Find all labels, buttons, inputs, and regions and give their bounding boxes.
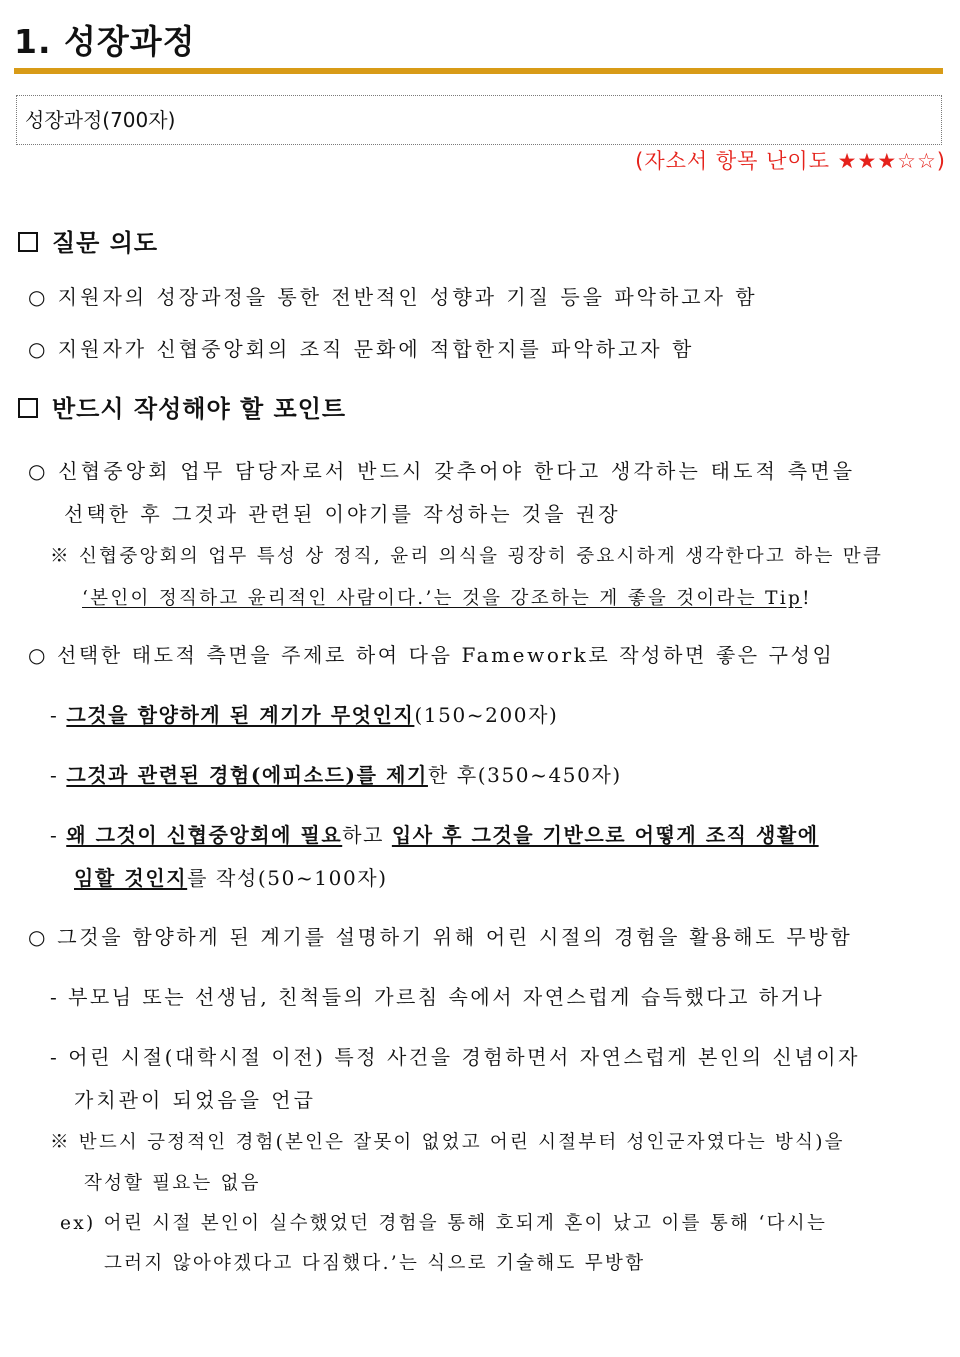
intent-item-2: ○ 지원자가 신협중앙회의 조직 문화에 적합한지를 파악하고자 함 <box>28 337 695 361</box>
section-heading-points <box>18 392 346 426</box>
dash: - <box>50 823 59 847</box>
point-2: ○ 선택한 태도적 측면을 주제로 하여 다음 Famework로 작성하면 좋은 구성임 <box>28 643 835 667</box>
framework-item-2 <box>50 760 622 790</box>
framework-item-1-rest: (150~200자) <box>414 703 559 727</box>
note-1-line-2 <box>82 584 812 614</box>
intent-item-1: ○ 지원자의 성장과정을 통한 전반적인 성향과 기질 등을 파악하고자 함 <box>28 285 758 309</box>
example-line-2: 그러지 않아야겠다고 다짐했다.’는 식으로 기술해도 무방함 <box>104 1253 646 1274</box>
note-2-line-1: ※ 반드시 긍정적인 경험(본인은 잘못이 없었고 어린 시절부터 성인군자였다는 방식)을 <box>50 1132 845 1153</box>
childhood-item-2-line-2: 가치관이 되었음을 언급 <box>74 1088 316 1112</box>
framework-item-3-line-2 <box>74 863 388 893</box>
dash: - <box>50 763 59 787</box>
page-title: 1. 성장과정 <box>14 22 196 61</box>
childhood-item-2-line-1: - 어린 시절(대학시절 이전) 특정 사건을 경험하면서 자연스럽게 본인의 신념이자 <box>50 1045 861 1069</box>
framework-item-3-key-1: 왜 그것이 신협중앙회에 필요 <box>66 823 343 847</box>
framework-item-1-key: 그것을 함양하게 된 계기가 무엇인지 <box>66 703 415 727</box>
note-1-line-1: ※ 신협중앙회의 업무 특성 상 정직, 윤리 의식을 굉장히 중요시하게 생각한다고 하는 만큼 <box>50 546 884 567</box>
checkbox-square-icon <box>18 232 38 252</box>
difficulty-rating: (자소서 항목 난이도 ★★★☆☆) <box>635 149 946 173</box>
framework-item-3-line-1 <box>50 820 819 850</box>
framework-item-1 <box>50 700 558 730</box>
framework-item-3-mid: 하고 <box>342 823 392 847</box>
tip-end: ! <box>802 588 812 609</box>
question-text: 성장과정(700자) <box>25 108 176 132</box>
example-line-1: ex) 어린 시절 본인이 실수했었던 경험을 통해 호되게 혼이 났고 이를 통해 ‘다시는 <box>60 1213 828 1234</box>
framework-item-3-rest: 를 작성(50~100자) <box>187 866 388 890</box>
dash: - <box>50 703 59 727</box>
childhood-item-1: - 부모님 또는 선생님, 친척들의 가르침 속에서 자연스럽게 습득했다고 하거나 <box>50 985 825 1009</box>
title-underline <box>14 68 943 74</box>
section-heading-text: 반드시 작성해야 할 포인트 <box>52 395 347 423</box>
note-2-line-2: 작성할 필요는 없음 <box>84 1173 261 1194</box>
framework-item-3-key-2: 입사 후 그것을 기반으로 어떻게 조직 생활에 <box>391 823 819 847</box>
framework-item-2-rest: 한 후(350~450자) <box>427 763 622 787</box>
question-box <box>16 95 942 145</box>
framework-item-3-key-3: 임할 것인지 <box>74 866 188 890</box>
section-heading-text: 질문 의도 <box>52 229 159 257</box>
tip-underlined: ‘본인이 정직하고 윤리적인 사람이다.’는 것을 강조하는 게 좋을 것이라는 Tip <box>82 588 803 609</box>
point-1-line-2: 선택한 후 그것과 관련된 이야기를 작성하는 것을 권장 <box>64 502 621 526</box>
section-heading-intent <box>18 226 158 260</box>
framework-item-2-key: 그것과 관련된 경험(에피소드)를 제기 <box>66 763 428 787</box>
point-1-line-1: ○ 신협중앙회 업무 담당자로서 반드시 갖추어야 한다고 생각하는 태도적 측면을 <box>28 459 856 483</box>
checkbox-square-icon <box>18 398 38 418</box>
point-3: ○ 그것을 함양하게 된 계기를 설명하기 위해 어린 시절의 경험을 활용해도 무방함 <box>28 925 853 949</box>
